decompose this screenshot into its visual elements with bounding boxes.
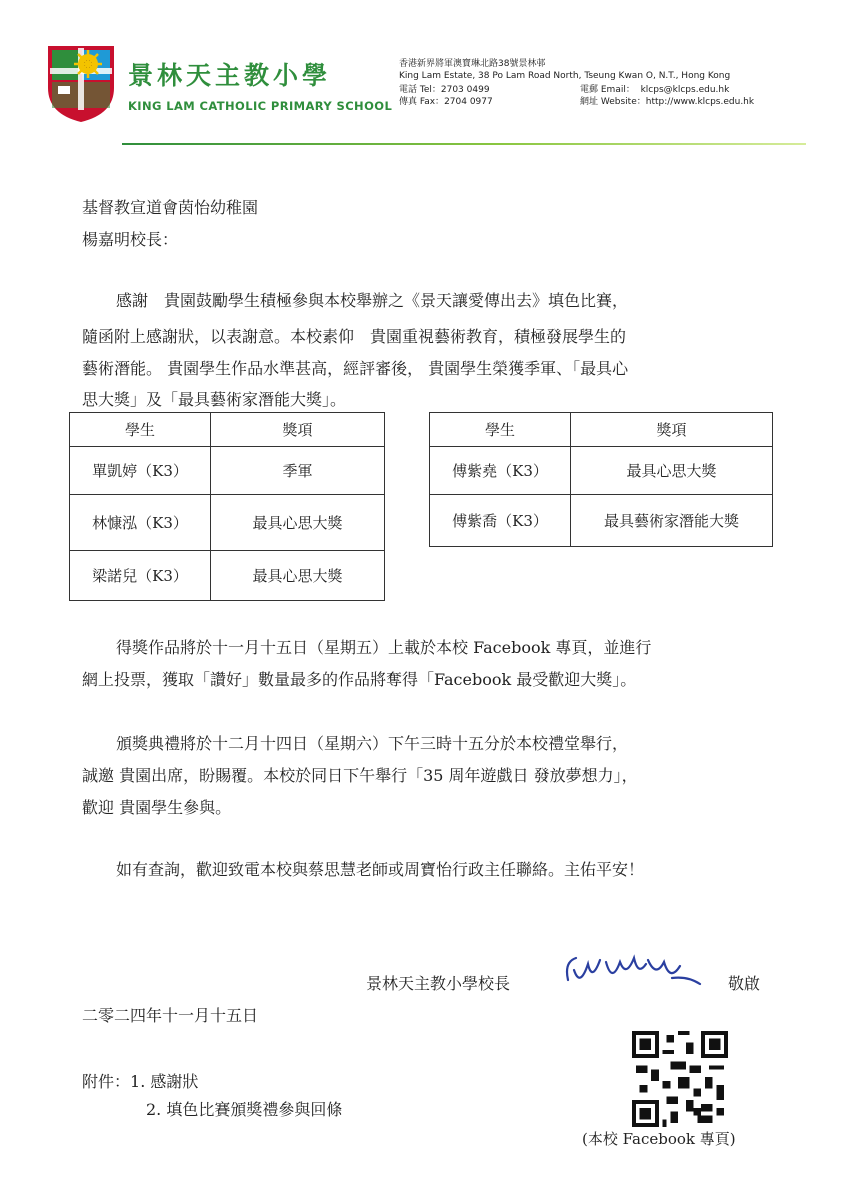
email-link[interactable]: klcps@klcps.edu.hk xyxy=(640,85,730,95)
table-cell-student: 傅紫喬（K3） xyxy=(430,495,571,547)
table-cell-student: 林慷泓（K3） xyxy=(70,495,211,551)
qr-code[interactable] xyxy=(632,1031,728,1127)
table-cell-award: 最具心思大獎 xyxy=(571,447,773,495)
attachments-row xyxy=(82,1068,198,1096)
letter-date: 二零二四年十一月十五日 xyxy=(82,1006,259,1025)
header-student: 學生 xyxy=(70,413,211,447)
table-cell-award: 最具心思大獎 xyxy=(211,551,385,601)
email-row xyxy=(580,84,729,96)
fax-row xyxy=(399,96,493,108)
tel-row xyxy=(399,84,490,96)
signature-closing: 敬啟 xyxy=(728,974,761,993)
intro-line-1: 感謝 貴園鼓勵學生積極參與本校舉辦之《景天讓愛傳出去》填色比賽， xyxy=(116,291,629,310)
fax-number: 2704 0977 xyxy=(444,97,493,107)
facebook-line-2: 網上投票，獲取「讚好」數量最多的作品將奪得「Facebook 最受歡迎大獎」。 xyxy=(82,670,637,689)
contact-paragraph: 如有查詢，歡迎致電本校與蔡思慧老師或周寶怡行政主任聯絡。主佑平安！ xyxy=(116,860,645,879)
school-name-en: KING LAM CATHOLIC PRIMARY SCHOOL xyxy=(128,99,393,113)
handwritten-signature xyxy=(560,948,710,994)
attachments-label: 附件： xyxy=(82,1072,131,1091)
website-row xyxy=(580,96,754,108)
website-link[interactable]: http://www.klcps.edu.hk xyxy=(645,97,755,107)
qr-caption: (本校 Facebook 專頁) xyxy=(582,1130,736,1148)
tel-label: 電話 Tel： xyxy=(399,85,441,95)
table-cell-student: 單凱婷（K3） xyxy=(70,447,211,495)
ceremony-line-3: 歡迎 貴園學生參與。 xyxy=(82,798,232,817)
recipient-organization: 基督教宣道會茵怡幼稚園 xyxy=(82,198,259,217)
website-label: 網址 Website： xyxy=(580,97,646,107)
header-student: 學生 xyxy=(430,413,571,447)
award-table-right xyxy=(429,412,773,547)
fax-label: 傳真 Fax： xyxy=(399,97,445,107)
ceremony-line-1: 頒獎典禮將於十二月十四日（星期六）下午三時十五分於本校禮堂舉行， xyxy=(116,734,629,753)
school-logo xyxy=(42,42,120,124)
table-cell-award: 最具心思大獎 xyxy=(211,495,385,551)
facebook-line-1: 得獎作品將於十一月十五日（星期五）上載於本校 Facebook 專頁，並進行 xyxy=(116,638,652,657)
school-name-zh: 景林天主教小學 xyxy=(128,61,332,90)
recipient-person: 楊嘉明校長： xyxy=(82,230,179,249)
ceremony-line-2: 誠邀 貴園出席，盼賜覆。本校於同日下午舉行「35 周年遊戲日 發放夢想力」， xyxy=(82,766,638,785)
table-cell-award: 最具藝術家潛能大獎 xyxy=(571,495,773,547)
header-award: 獎項 xyxy=(211,413,385,447)
tel-number: 2703 0499 xyxy=(440,85,490,95)
address-zh: 香港新界將軍澳寶琳北路38號景林邨 xyxy=(399,59,546,69)
award-table-left xyxy=(69,412,385,601)
intro-line-2: 隨函附上感謝狀，以表謝意。本校素仰 貴園重視藝術教育，積極發展學生的 xyxy=(82,327,627,346)
attachment-item: 1. 感謝狀 xyxy=(130,1072,199,1091)
address-en: King Lam Estate, 38 Po Lam Road North, Tseung Kwan O, N.T., Hong Kong xyxy=(399,71,731,81)
table-cell-award: 季軍 xyxy=(211,447,385,495)
attachment-item: 2. 填色比賽頒獎禮參與回條 xyxy=(146,1100,343,1119)
table-cell-student: 傅紫堯（K3） xyxy=(430,447,571,495)
email-label: 電郵 Email： xyxy=(580,85,635,95)
intro-line-4: 思大獎」及「最具藝術家潛能大獎」。 xyxy=(82,390,347,409)
header-award: 獎項 xyxy=(571,413,773,447)
table-cell-student: 梁諾兒（K3） xyxy=(70,551,211,601)
header-divider xyxy=(122,143,806,145)
intro-line-3: 藝術潛能。 貴園學生作品水準甚高，經評審後， 貴園學生榮獲季軍、「最具心 xyxy=(82,359,629,378)
signature-title: 景林天主教小學校長 xyxy=(366,974,511,993)
